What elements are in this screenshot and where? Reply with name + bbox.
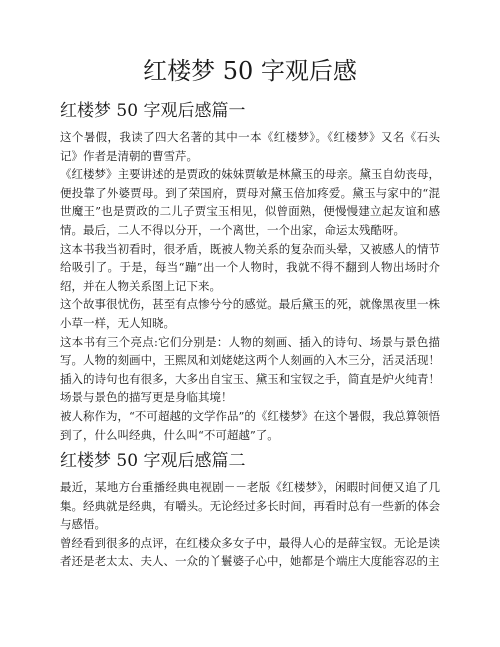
section-heading: 红楼梦 50 字观后感篇一 (60, 101, 246, 121)
paragraph: 这本书我当初看时，很矛盾，既被人物关系的复杂而头晕，又被感人的情节给吸引了。于是，每当“蹦”出一个人物时，我就不得不翻到人物出场时介绍，并在人物关系图上记下来。 (60, 241, 440, 293)
paragraph: 这本书有三个亮点:它们分别是：人物的刻画、插入的诗句、场景与景色描写。人物的刻画中，王熙凤和刘姥姥这两个人刻画的入木三分，活灵活现！插入的诗句也有很多，大多出自宝玉、黛玉和宝钗之手，简直是炉火纯青！场景与景色的描写更是身临其境！ (60, 334, 440, 405)
document-title: 红楼梦 50 字观后感 (143, 57, 357, 85)
paragraph: 曾经看到很多的点评，在红楼众多女子中，最得人心的是薛宝钗。无论是读者还是老太太、夫人、一众的丫鬟婆子心中，她都是个端庄大度能容忍的主 (60, 535, 440, 569)
paragraph: 被人称作为，“不可超越的文学作品”的《红楼梦》在这个暑假，我总算领悟到了，什么叫经典，什么叫“不可超越”了。 (60, 408, 440, 442)
paragraph: 《红楼梦》主要讲述的是贾政的妹妹贾敏是林黛玉的母亲。黛玉自幼丧母，便投靠了外婆贾母。到了荣国府，贾母对黛玉倍加疼爱。黛玉与家中的“混世魔王”也是贾政的二儿子贾宝玉相见，似曾面熟，便慢慢建立起友谊和感情。最后，二人不得以分开，一个离世，一个出家，命运太残酷呀。 (60, 167, 440, 237)
paragraph: 这个暑假，我读了四大名著的其中一本《红楼梦》。《红楼梦》又名《石头记》作者是清朝的曹雪芹。 (60, 130, 440, 163)
paragraph: 这个故事很忧伤，甚至有点惨兮兮的感觉。最后黛玉的死，就像黑夜里一株小草一样，无人知晓。 (60, 297, 440, 330)
paragraph: 最近，某地方台重播经典电视剧－－老版《红楼梦》，闲暇时间便又追了几集。经典就是经典，有嚼头。无论经过多长时间，再看时总有一些新的体会与感悟。 (60, 480, 440, 532)
section-heading: 红楼梦 50 字观后感篇二 (60, 451, 246, 472)
section-2 (60, 450, 440, 571)
section-1 (60, 100, 440, 444)
